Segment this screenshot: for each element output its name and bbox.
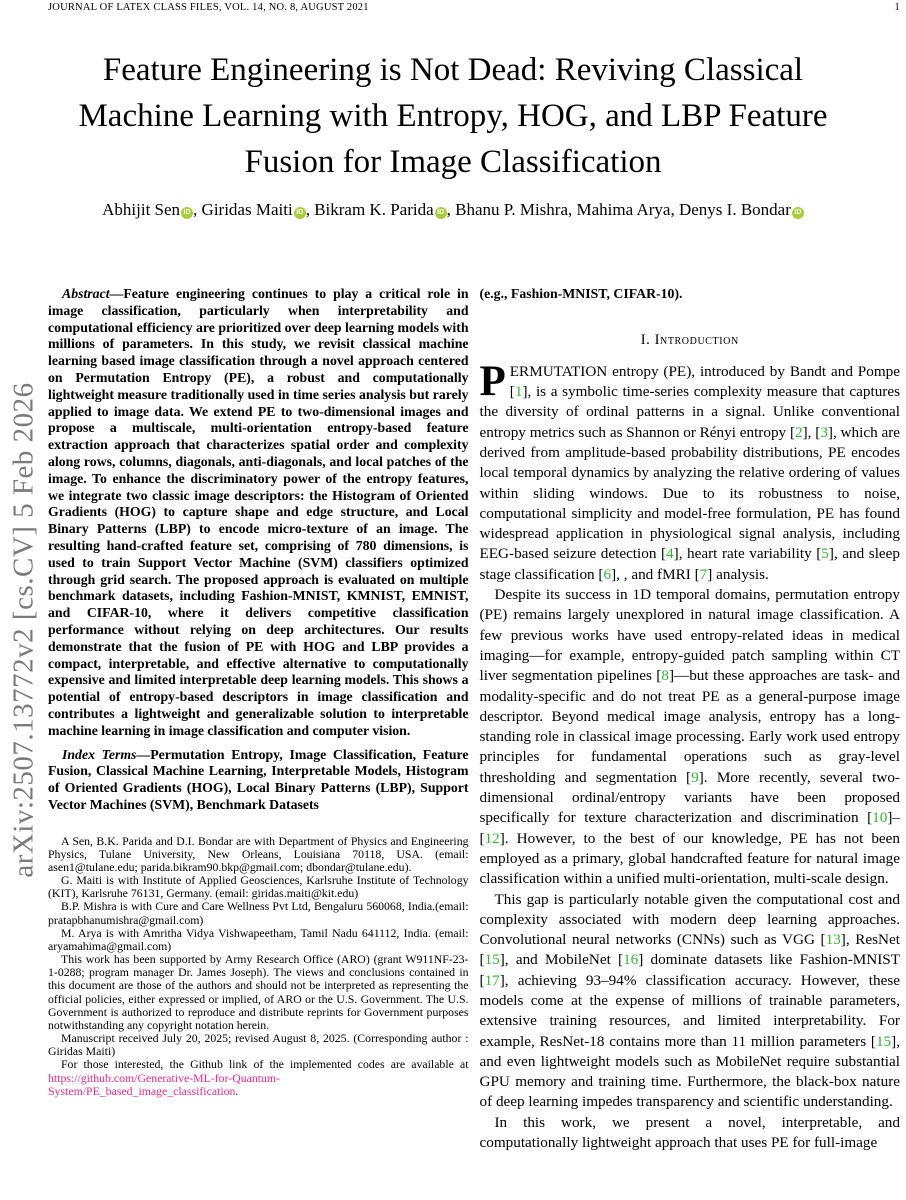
author-name: Giridas Maiti (201, 200, 293, 219)
author-footnotes (48, 835, 469, 1098)
citation-ref[interactable]: 10 (872, 809, 888, 827)
footnote: B.P. Mishra is with Cure and Care Wellness Pvt Ltd, Bengaluru 560068, India.(email: pratapbhanumishra@gmail.com) (48, 899, 469, 927)
citation-ref[interactable]: 16 (623, 951, 639, 969)
author-name: Mahima Arya (576, 200, 671, 219)
footnote: This work has been supported by Army Research Office (ARO) (grant W911NF-23-1-0288; program manager Dr. James Joseph). The views and conclusions contained in this document are those of the authors and should not be interpreted as representing the official policies, either expressed or implied, of ARO or the U.S. Government. The U.S. Government is authorized to reproduce and distribute reprints for Government purposes notwithstanding any copyright notation herein. (48, 952, 469, 1032)
github-link[interactable]: https://github.com/Generative-ML-for-Quantum-System/PE_based_image_classification (48, 1070, 281, 1098)
citation-ref[interactable]: 9 (691, 768, 699, 786)
citation-ref[interactable]: 5 (821, 545, 829, 563)
abstract (48, 286, 469, 740)
index-terms-continued: (e.g., Fashion-MNIST, CIFAR-10). (479, 286, 683, 301)
right-column (480, 286, 901, 1153)
page-number: 1 (894, 2, 900, 13)
orcid-icon[interactable]: iD (294, 207, 306, 219)
author-name: Bikram K. Parida (314, 200, 434, 219)
github-note-before: For those interested, the Github link of the implemented codes are available at (61, 1057, 469, 1072)
footnote: M. Arya is with Amritha Vidya Vishwapeetham, Tamil Nadu 641112, India. (email: aryamahima@gmail.com) (48, 925, 469, 953)
paper-title: Feature Engineering is Not Dead: Reviving Classical Machine Learning with Entropy, HOG, and LBP Feature Fusion for Image Classification (78, 52, 828, 180)
github-note-after: . (235, 1083, 239, 1098)
citation-ref[interactable]: 7 (699, 565, 708, 583)
left-column (48, 286, 469, 1153)
citation-ref[interactable]: 17 (484, 971, 500, 989)
intro-paragraph-1 (479, 357, 901, 585)
index-terms (48, 747, 469, 814)
author-line: Abhijit Sen iD , Giridas Maiti iD , Bikram K. Parida iD , Bhanu P. Mishra, Mahima Arya, Denys I. Bondar iD (0, 200, 906, 220)
citation-ref[interactable]: 4 (666, 545, 674, 563)
section-heading-introduction: I. Introduction (640, 331, 739, 348)
citation-ref[interactable]: 13 (825, 931, 841, 949)
citation-ref[interactable]: 12 (484, 829, 500, 847)
journal-name: JOURNAL OF LATEX CLASS FILES, VOL. 14, NO. 8, AUGUST 2021 (48, 2, 369, 13)
author-name: Denys I. Bondar (678, 200, 791, 219)
citation-ref[interactable]: 15 (875, 1032, 892, 1050)
citation-ref[interactable]: 15 (484, 951, 500, 969)
footnote: G. Maiti is with Institute of Applied Geosciences, Karlsruhe Institute of Technology (KIT), Karlsruhe 76131, Germany. (email: giridas.maiti@kit.edu) (48, 873, 469, 901)
index-terms-label: Index Terms (62, 746, 137, 762)
two-column-body (48, 286, 900, 1153)
footnote: Manuscript received July 20, 2025; revised August 8, 2025. (Corresponding author : Giridas Maiti) (48, 1031, 469, 1059)
intro-paragraph-1-text: ERMUTATION entropy (PE), introduced by Bandt and Pompe [1], is a symbolic time-series complexity measure that captures the diversity of ordinal patterns in a signal. Unlike conventional entropy metrics such as Shannon or Rényi entropy [2], [3], which are derived from amplitude-based probability distributions, PE encodes local temporal dynamics by analyzing the relative ordering of values within sliding windows. Due to its robustness to noise, computational simplicity and model-free formulation, PE has found widespread application in physiological signal analysis, including EEG-based seizure detection [4], heart rate variability [5], and sleep stage classification [6], , and fMRI [7] analysis. (479, 362, 901, 583)
orcid-icon[interactable]: iD (181, 207, 193, 219)
citation-ref[interactable]: 8 (661, 667, 669, 685)
running-header (48, 2, 900, 13)
author-name: Bhanu P. Mishra (455, 200, 569, 219)
citation-ref[interactable]: 2 (795, 423, 803, 441)
orcid-icon[interactable]: iD (792, 207, 804, 219)
orcid-icon[interactable]: iD (435, 207, 447, 219)
intro-paragraph-3: This gap is particularly notable given the computational cost and complexity associated with modern deep learning approaches. Convolutional neural networks (CNNs) such as VGG [13], ResNet [15], and MobileNet [16] dominate datasets like Fashion-MNIST [17], achieving 93–94% classification accuracy. However, these models come at the expense of millions of trainable parameters, extensive training resources, and limited interpretability. For example, ResNet-18 contains more than 11 million parameters [15], and even lightweight models such as MobileNet require substantial GPU memory and training time. Furthermore, the black-box nature of deep learning impedes transparency and scientific understanding. (479, 890, 901, 1111)
citation-ref[interactable]: 3 (820, 423, 828, 441)
citation-ref[interactable]: 6 (603, 565, 612, 583)
drop-cap: P (479, 357, 506, 405)
author-name: Abhijit Sen (102, 200, 181, 219)
abstract-label: Abstract (62, 286, 110, 301)
footnote: A Sen, B.K. Parida and D.I. Bondar are with Department of Physics and Engineering Physics, Tulane University, New Orleans, Louisiana 70118, USA. (email: asen1@tulane.edu; parida.bikram90.bkp@gmail.com; dbondar@tulane.edu). (48, 833, 469, 875)
index-terms-text: —Permutation Entropy, Image Classification, Feature Fusion, Classical Machine Learning, Interpretable Models, Histogram of Oriented Gradients (HOG), Local Binary Patterns (LBP), Support Vector Machines (SVM), Benchmark Datasets (48, 746, 469, 812)
citation-ref[interactable]: 1 (514, 383, 523, 401)
abstract-text: —Feature engineering continues to play a critical role in image classification, particularly when interpretability and computational efficiency are prioritized over deep learning models with millions of parameters. In this study, we revisit classical machine learning based image classification through a novel approach centered on Permutation Entropy (PE), a robust and computationally lightweight measure traditionally used in time series analysis but rarely applied to image data. We extend PE to two-dimensional images and propose a multiscale, multi-orientation entropy-based feature extraction approach that characterizes spatial order and complexity along rows, columns, diagonals, anti-diagonals, and local patches of the image. To enhance the discriminatory power of the entropy features, we integrate two classic image descriptors: the Histogram of Oriented Gradients (HOG) to capture shape and edge structure, and Local Binary Patterns (LBP) to encode micro-texture of an image. The resulting hand-crafted feature set, comprising of 780 dimensions, is used to train Support Vector Machine (SVM) classifiers optimized through grid search. The proposed approach is evaluated on multiple benchmark datasets, including Fashion-MNIST, KMNIST, EMNIST, and CIFAR-10, where it delivers competitive classification performance without relying on deep architectures. Our results demonstrate that the fusion of PE with HOG and LBP provides a compact, interpretable, and effective alternative to computationally expensive and limited interpretable deep learning models. This shows a potential of entropy-based descriptors in image classification and contributes a lightweight and generalizable solution to interpretable machine learning in image classification and computer vision. (48, 286, 469, 738)
footnote-github (48, 1058, 469, 1097)
intro-paragraph-2: Despite its success in 1D temporal domains, permutation entropy (PE) remains largely unexplored in natural image classification. A few previous works have used entropy-related ideas in medical imaging—for example, entropy-guided patch sampling within CT liver segmentation pipelines [8]—but these approaches are task- and modality-specific and do not treat PE as a general-purpose image descriptor. Beyond medical image analysis, entropy has a long-standing role in classical image processing. Early work used entropy principles for fundamental operations such as gray-level thresholding and segmentation [9]. More recently, several two-dimensional ordinal/entropy variants have been proposed specifically for texture characterization and discrimination [10]–[12]. However, to the best of our knowledge, PE has not been employed as a primary, global handcrafted feature for natural image classification within a unified multi-orientation, multi-scale design. (479, 586, 901, 888)
arxiv-watermark: arXiv:2507.13772v2 [cs.CV] 5 Feb 2026 (7, 382, 40, 878)
intro-paragraph-4: In this work, we present a novel, interpretable, and computationally lightweight approach that uses PE for full-image (479, 1113, 900, 1152)
